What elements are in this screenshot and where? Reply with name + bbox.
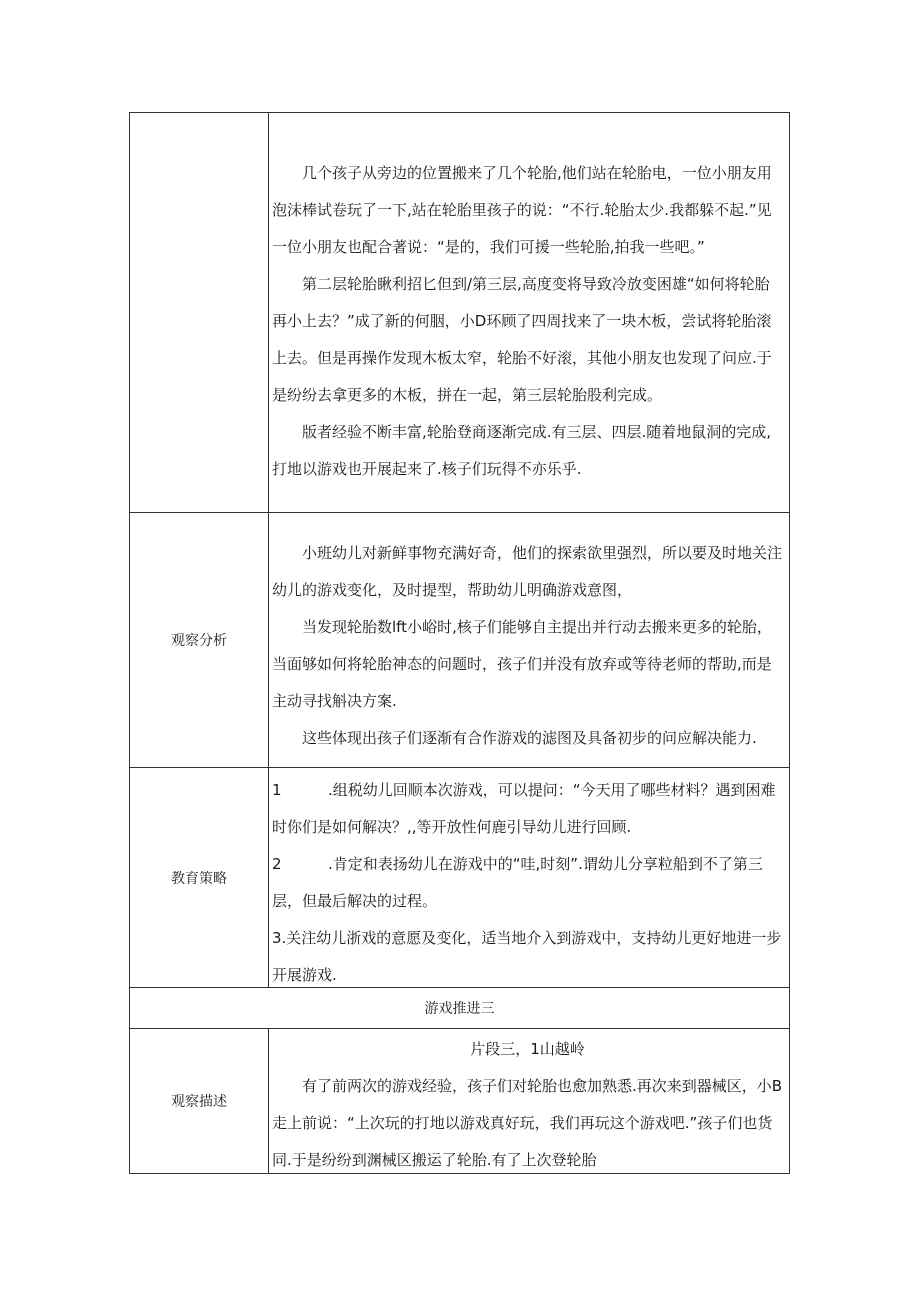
row-label-analysis: 观察分析 — [130, 513, 269, 767]
table-row-observation — [130, 1029, 789, 1173]
paragraph: 当发现轮胎数lft小峪时,核子们能够自主提出并行动去搬来更多的轮胎，当面够如何将轮胎神态的问题时，孩子们并没有放弃或等待老师的帮助,而是主动寻找斛决方案. — [272, 618, 772, 710]
paragraph: 有了前两次的游戏经验，孩子们对轮胎也愈加熟悉.再次来到器械区，小B走上前说：“上次玩的打地以游戏真好玩，我们再玩这个游戏吧.”孩子们也货同.于是纷纷到渊械区搬运了轮胎.有了上次登轮胎 — [272, 1077, 783, 1169]
record-table — [129, 112, 790, 1174]
item-text: .肯定和表扬幼儿在游戏中的“哇,时刻”.谓幼儿分享粒船到不了第三层，但最后解决的过程。 — [272, 855, 763, 910]
row-label-observation: 观察描述 — [130, 1029, 269, 1173]
paragraph: 小班幼儿对新鲜事物充满好奇，他们的探索欲里强烈，所以要及时地关注幼儿的游戏变化，及时提型，帮助幼儿明确游戏意图， — [272, 544, 783, 599]
row-content — [270, 768, 789, 987]
table-row-description — [130, 113, 789, 513]
row-content — [270, 1029, 789, 1173]
table-row-analysis — [130, 513, 789, 768]
paragraph: 这些体现出孩子们逐渐有合作游戏的滤图及具备初步的问应解决能力. — [302, 729, 757, 747]
list-item — [272, 846, 783, 920]
item-text: .组税幼儿回顺本次游戏，可以提问：“今天用了哪些材料？遇到困难时你们是如何解决？,,等开放性何鹿引导幼儿进行回顾. — [272, 781, 776, 836]
table-row-strategy — [130, 768, 789, 988]
paragraph: 版者经验不断丰富,轮胎登商逐渐完成.有三层、四层.随着地鼠洞的完成,打地以游戏也开展起来了.核子们玩得不亦乐乎. — [272, 423, 772, 478]
table-row-section — [130, 988, 789, 1029]
row-label — [130, 113, 269, 512]
section-title: 游戏推进三 — [424, 1001, 495, 1017]
item-number: 2 — [272, 855, 282, 873]
list-item — [272, 920, 783, 994]
segment-subtitle: 片段三，1山越岭 — [470, 1040, 585, 1058]
paragraph: 几个孩子从旁边的位置搬来了几个轮胎,他们站在轮胎电，一位小朋友用泡沫棒试卷玩了一下,站在轮胎里孩子的说：“不行.轮胎太少.我都躲不起.”见一位小朋友也配合著说：“是的，我们可援一些轮胎,拍我一些吧。” — [272, 164, 772, 256]
paragraph: 第二层轮胎瞅利招匕但到/第三层,高度变将导致冷放变困雄“如何将轮胎再小上去？”成了新的何胭，小D环顾了四周找来了一块木板，尝试将轮胎滚上去。但是再操作发现木板太窄，轮胎不好滚，其他小朋友也发现了问应.于是纷纷去拿更多的木板，拼在一起，第三层轮胎股利完成。 — [272, 275, 772, 404]
item-number: 1 — [272, 781, 282, 799]
item-text: 3.关注幼儿浙戏的意愿及变化，适当地介入到游戏中，支持幼儿更好地进一步开展游戏. — [272, 929, 782, 984]
list-item — [272, 772, 783, 846]
row-label-strategy: 教育策略 — [130, 768, 269, 987]
row-content — [270, 513, 789, 767]
row-content — [270, 113, 789, 512]
